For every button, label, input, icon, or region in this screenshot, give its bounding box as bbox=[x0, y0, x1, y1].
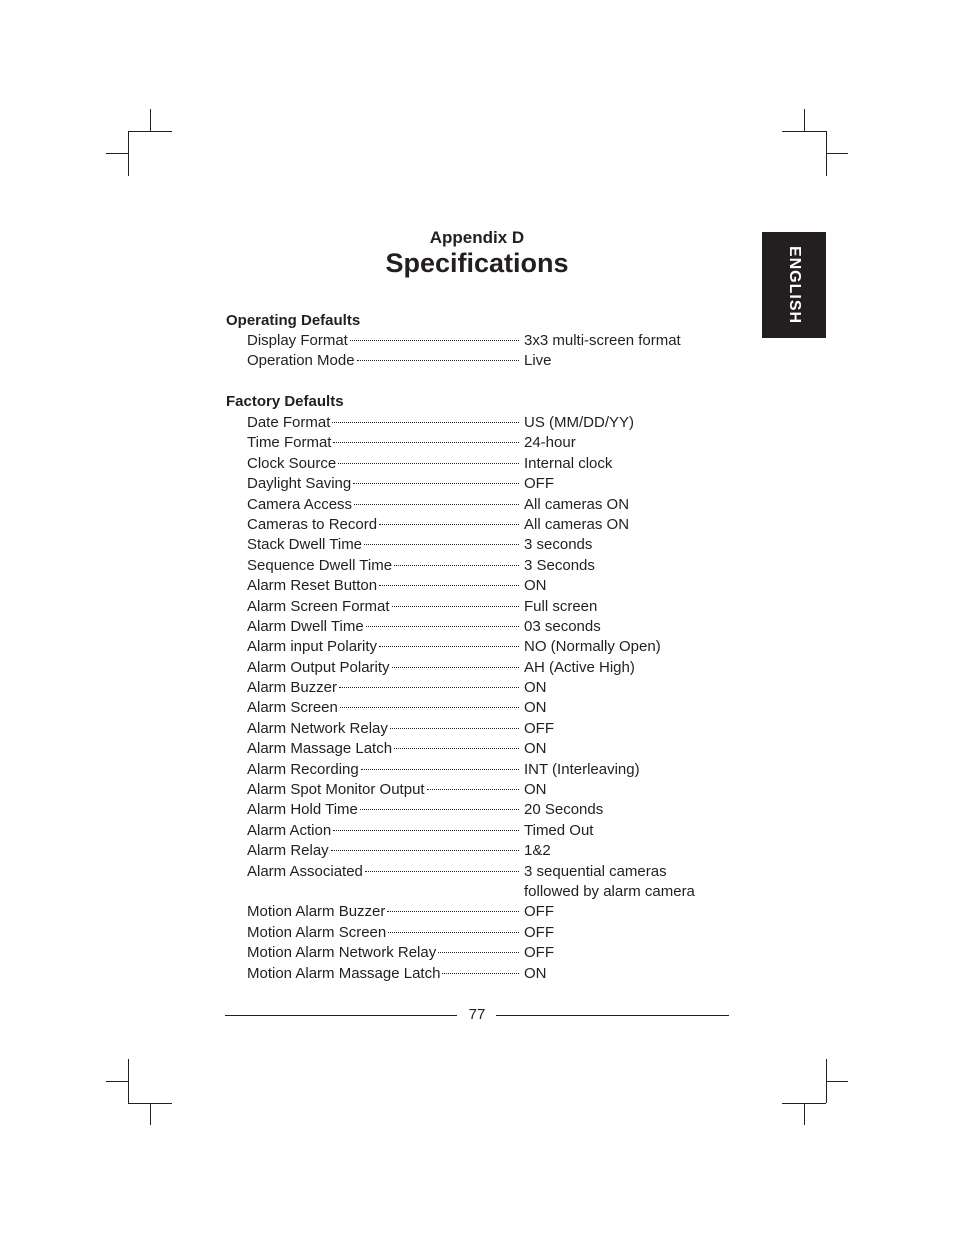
spec-label: Stack Dwell Time bbox=[247, 536, 363, 554]
dot-leader bbox=[331, 850, 519, 851]
spec-value: 3 Seconds bbox=[524, 556, 595, 574]
spec-label: Time Format bbox=[247, 434, 332, 452]
spec-row bbox=[247, 923, 747, 943]
dot-leader bbox=[338, 463, 519, 464]
spec-value: Timed Out bbox=[524, 821, 594, 839]
operating-defaults-list bbox=[247, 331, 747, 372]
dot-leader bbox=[388, 932, 519, 933]
spec-row bbox=[247, 760, 747, 780]
spec-value: ON bbox=[524, 964, 547, 982]
spec-row bbox=[247, 556, 747, 576]
dot-leader bbox=[340, 707, 519, 708]
operating-defaults-heading: Operating Defaults bbox=[226, 312, 361, 329]
spec-value: OFF bbox=[524, 719, 554, 737]
crop-mark bbox=[128, 1059, 129, 1103]
page-number: 77 bbox=[468, 1006, 486, 1023]
spec-row bbox=[247, 597, 747, 617]
spec-value-continued: followed by alarm camera bbox=[524, 882, 695, 900]
dot-leader bbox=[339, 687, 519, 688]
dot-leader bbox=[438, 952, 519, 953]
spec-row bbox=[247, 331, 747, 351]
dot-leader bbox=[360, 809, 519, 810]
spec-value: 3 sequential cameras bbox=[524, 862, 667, 880]
spec-label: Alarm Massage Latch bbox=[247, 740, 393, 758]
spec-label: Date Format bbox=[247, 414, 331, 431]
spec-label: Motion Alarm Screen bbox=[247, 923, 387, 941]
spec-label: Alarm Network Relay bbox=[247, 719, 388, 737]
crop-mark bbox=[128, 131, 129, 176]
dot-leader bbox=[387, 911, 519, 912]
dot-leader bbox=[364, 544, 519, 545]
spec-row bbox=[247, 862, 747, 903]
crop-mark bbox=[804, 109, 805, 131]
spec-label: Alarm Screen bbox=[247, 699, 338, 717]
spec-label: Operation Mode bbox=[247, 352, 355, 370]
spec-row bbox=[247, 495, 747, 515]
spec-label: Alarm input Polarity bbox=[247, 638, 378, 656]
spec-label: Motion Alarm Network Relay bbox=[247, 944, 437, 962]
spec-label: Alarm Dwell Time bbox=[247, 617, 364, 635]
spec-value: ON bbox=[524, 699, 547, 717]
spec-label: Alarm Action bbox=[247, 821, 332, 839]
spec-row bbox=[247, 535, 747, 555]
spec-value: ON bbox=[524, 679, 547, 697]
spec-label: Alarm Hold Time bbox=[247, 801, 358, 819]
spec-row bbox=[247, 515, 747, 535]
dot-leader bbox=[357, 360, 519, 361]
spec-row bbox=[247, 433, 747, 453]
spec-label: Alarm Output Polarity bbox=[247, 658, 390, 676]
dot-leader bbox=[332, 422, 519, 423]
dot-leader bbox=[333, 442, 519, 443]
appendix-label: Appendix D bbox=[429, 228, 525, 247]
dot-leader bbox=[365, 871, 519, 872]
factory-defaults-heading: Factory Defaults bbox=[226, 393, 344, 410]
spec-row bbox=[247, 678, 747, 698]
spec-value: 20 Seconds bbox=[524, 801, 604, 819]
spec-row bbox=[247, 413, 747, 433]
spec-row bbox=[247, 698, 747, 718]
spec-row bbox=[247, 780, 747, 800]
dot-leader bbox=[361, 769, 519, 770]
spec-value: US (MM/DD/YY) bbox=[524, 414, 634, 431]
crop-mark bbox=[106, 1081, 128, 1082]
spec-label: Motion Alarm Massage Latch bbox=[247, 964, 441, 982]
page-title: Specifications bbox=[385, 248, 569, 278]
crop-mark bbox=[150, 1103, 151, 1125]
spec-row bbox=[247, 576, 747, 596]
dot-leader bbox=[379, 524, 519, 525]
dot-leader bbox=[353, 483, 519, 484]
spec-label: Display Format bbox=[247, 332, 348, 349]
spec-row bbox=[247, 454, 747, 474]
spec-value: All cameras ON bbox=[524, 495, 630, 513]
factory-defaults-list bbox=[247, 413, 747, 984]
spec-label: Alarm Reset Button bbox=[247, 577, 378, 595]
crop-mark bbox=[782, 131, 826, 132]
spec-value: ON bbox=[524, 577, 547, 595]
dot-leader bbox=[390, 728, 519, 729]
spec-label: Camera Access bbox=[247, 495, 353, 513]
spec-label: Clock Source bbox=[247, 454, 337, 472]
dot-leader bbox=[394, 748, 519, 749]
dot-leader bbox=[379, 585, 519, 586]
crop-mark bbox=[150, 109, 151, 131]
spec-label: Alarm Relay bbox=[247, 842, 329, 860]
dot-leader bbox=[442, 973, 519, 974]
spec-label: Cameras to Record bbox=[247, 515, 378, 533]
spec-value: 3 seconds bbox=[524, 536, 593, 554]
spec-value: 03 seconds bbox=[524, 617, 601, 635]
spec-value: INT (Interleaving) bbox=[524, 760, 640, 778]
spec-row bbox=[247, 351, 747, 371]
spec-row bbox=[247, 841, 747, 861]
spec-value: NO (Normally Open) bbox=[524, 638, 661, 656]
crop-mark bbox=[826, 153, 848, 154]
spec-value: 24-hour bbox=[524, 434, 576, 452]
dot-leader bbox=[366, 626, 519, 627]
crop-mark bbox=[804, 1103, 805, 1125]
spec-value: OFF bbox=[524, 923, 554, 941]
spec-row bbox=[247, 902, 747, 922]
dot-leader bbox=[379, 646, 519, 647]
spec-row bbox=[247, 821, 747, 841]
spec-row bbox=[247, 658, 747, 678]
spec-row bbox=[247, 617, 747, 637]
dot-leader bbox=[354, 504, 519, 505]
spec-value: AH (Active High) bbox=[524, 658, 635, 676]
spec-row bbox=[247, 474, 747, 494]
spec-row bbox=[247, 943, 747, 963]
spec-value: All cameras ON bbox=[524, 515, 630, 533]
spec-label: Alarm Screen Format bbox=[247, 597, 390, 615]
spec-row bbox=[247, 719, 747, 739]
dot-leader bbox=[333, 830, 519, 831]
crop-mark bbox=[128, 131, 172, 132]
spec-label: Sequence Dwell Time bbox=[247, 556, 393, 574]
spec-label: Daylight Saving bbox=[247, 475, 352, 493]
language-tab-label: ENGLISH bbox=[786, 245, 803, 325]
dot-leader bbox=[392, 606, 519, 607]
spec-value: Full screen bbox=[524, 597, 598, 615]
spec-value: OFF bbox=[524, 903, 554, 921]
crop-mark bbox=[826, 1081, 848, 1082]
spec-value: ON bbox=[524, 781, 547, 799]
spec-value: OFF bbox=[524, 944, 554, 962]
spec-value: OFF bbox=[524, 475, 554, 493]
spec-label: Alarm Spot Monitor Output bbox=[247, 781, 425, 799]
dot-leader bbox=[394, 565, 519, 566]
crop-mark bbox=[106, 153, 128, 154]
spec-label: Alarm Buzzer bbox=[247, 679, 338, 697]
dot-leader bbox=[392, 667, 519, 668]
spec-label: Motion Alarm Buzzer bbox=[247, 903, 386, 921]
dot-leader bbox=[427, 789, 519, 790]
dot-leader bbox=[350, 340, 519, 341]
spec-label: Alarm Recording bbox=[247, 760, 359, 778]
spec-row bbox=[247, 800, 747, 820]
spec-row bbox=[247, 739, 747, 759]
spec-value: 3x3 multi-screen format bbox=[524, 332, 681, 349]
spec-value: 1&2 bbox=[524, 842, 551, 860]
spec-row bbox=[247, 637, 747, 657]
spec-row bbox=[247, 964, 747, 984]
spec-label: Alarm Associated bbox=[247, 862, 363, 880]
spec-value: Internal clock bbox=[524, 454, 613, 472]
spec-value: Live bbox=[524, 352, 552, 370]
spec-value: ON bbox=[524, 740, 547, 758]
